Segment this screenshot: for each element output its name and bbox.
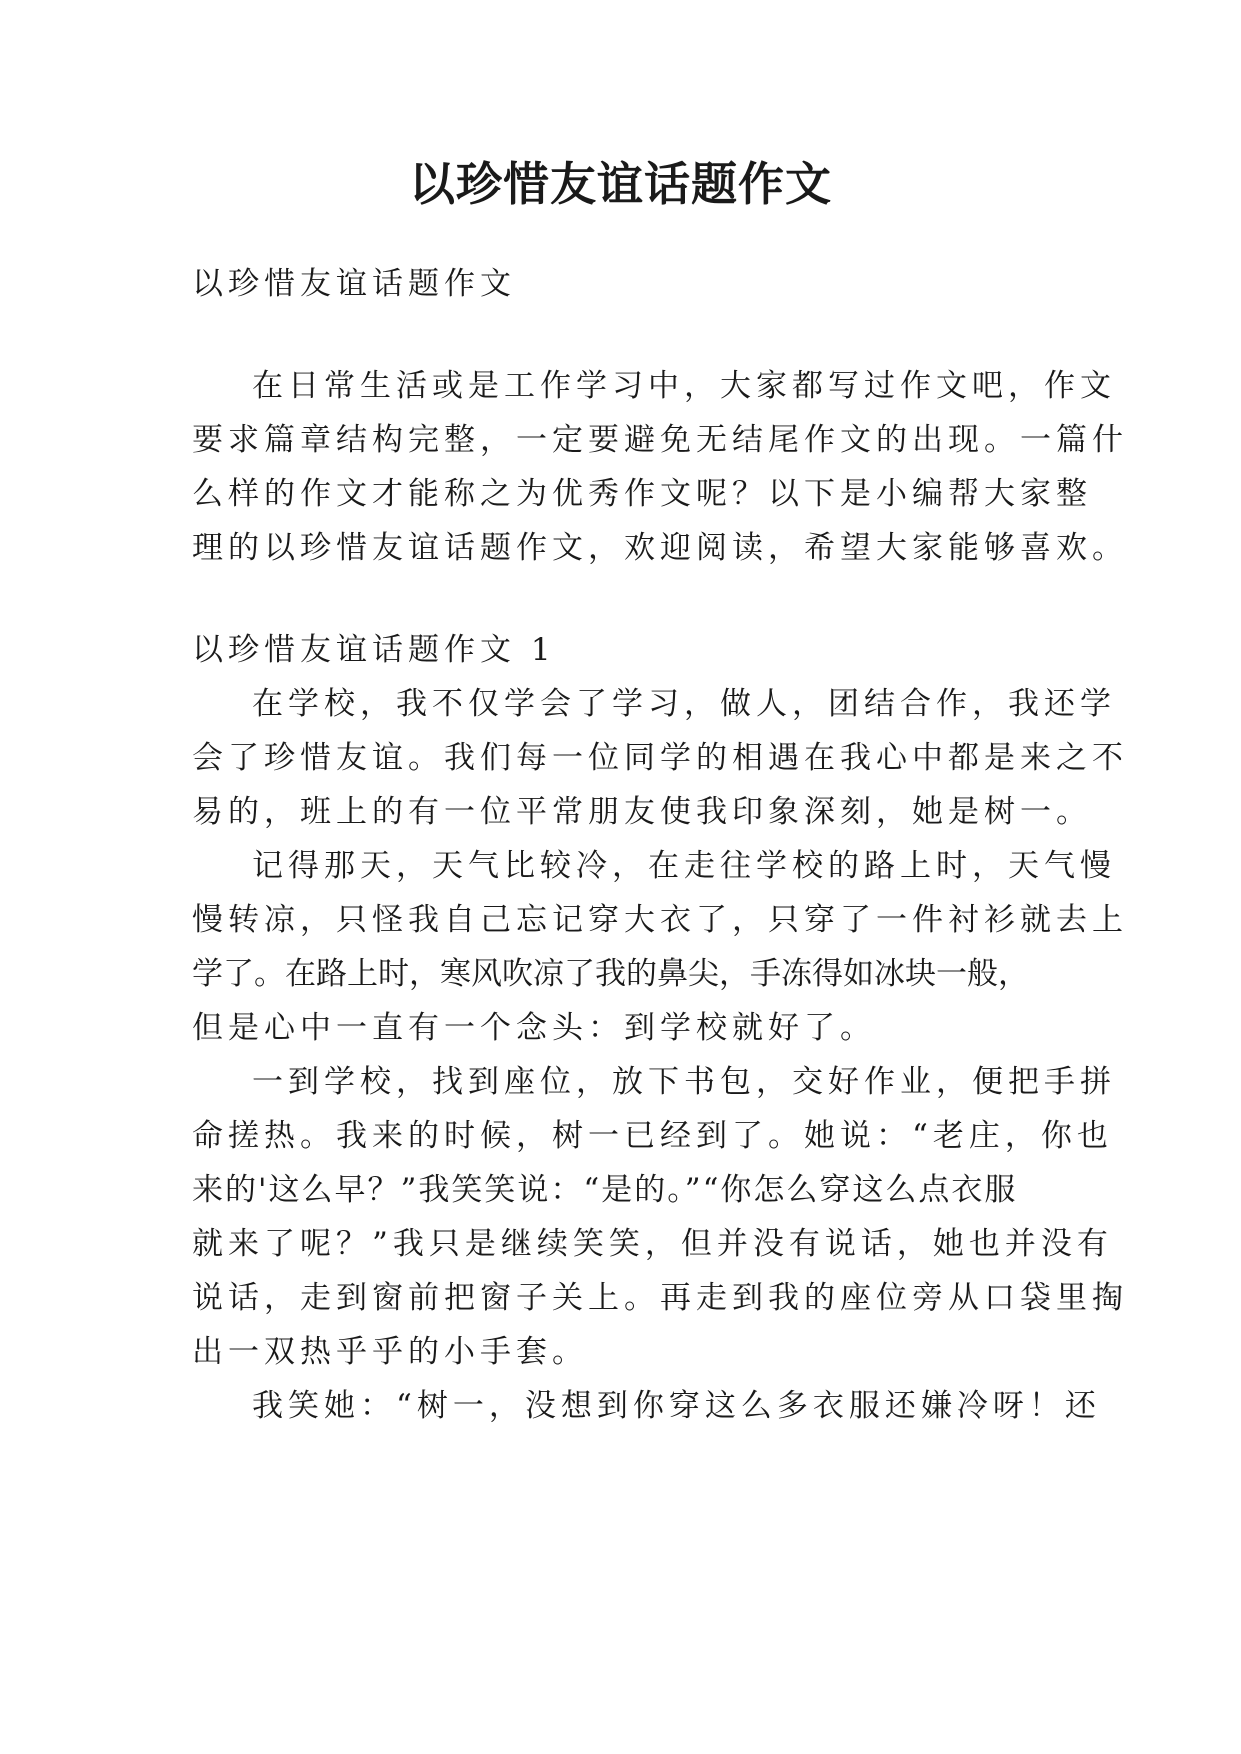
- body-line-3: 易的，班上的有一位平常朋友使我印象深刻，她是树一。: [192, 794, 1092, 830]
- body-line-11: 就来了呢？”我只是继续笑笑，但并没有说话，她也并没有: [192, 1226, 1113, 1262]
- document-title: 以珍惜友谊话题作文: [409, 157, 832, 211]
- subtitle: 以珍惜友谊话题作文: [192, 266, 516, 302]
- body-line-8: 一到学校，找到座位，放下书包，交好作业，便把手拼: [252, 1064, 1116, 1100]
- intro-line-2: 要求篇章结构完整，一定要避免无结尾作文的出现。一篇什: [192, 422, 1128, 458]
- body-line-7: 但是心中一直有一个念头：到学校就好了。: [192, 1010, 876, 1046]
- body-line-1: 在学校，我不仅学会了学习，做人，团结合作，我还学: [252, 686, 1116, 722]
- body-line-14: 我笑她：“树一，没想到你穿这么多衣服还嫌冷呀！还: [252, 1388, 1101, 1424]
- intro-line-4: 理的以珍惜友谊话题作文，欢迎阅读，希望大家能够喜欢。: [192, 530, 1128, 566]
- body-line-13: 出一双热乎乎的小手套。: [192, 1334, 588, 1370]
- body-line-2: 会了珍惜友谊。我们每一位同学的相遇在我心中都是来之不: [192, 740, 1128, 776]
- section-heading: 以珍惜友谊话题作文 1: [192, 632, 556, 668]
- body-line-4: 记得那天，天气比较冷，在走往学校的路上时，天气慢: [252, 848, 1116, 884]
- body-line-10: 来的'这么早？”我笑笑说：“是的。”“你怎么穿这么点衣服: [192, 1172, 1018, 1208]
- body-line-9: 命搓热。我来的时候，树一已经到了。她说：“老庄，你也: [192, 1118, 1113, 1154]
- body-line-6: 学了。在路上时，寒风吹凉了我的鼻尖，手冻得如冰块一般，: [192, 956, 1029, 992]
- intro-line-3: 么样的作文才能称之为优秀作文呢？以下是小编帮大家整: [192, 476, 1092, 512]
- body-line-5: 慢转凉，只怪我自己忘记穿大衣了，只穿了一件衬衫就去上: [192, 902, 1128, 938]
- body-line-12: 说话，走到窗前把窗子关上。再走到我的座位旁从口袋里掏: [192, 1280, 1128, 1316]
- intro-line-1: 在日常生活或是工作学习中，大家都写过作文吧，作文: [252, 368, 1116, 404]
